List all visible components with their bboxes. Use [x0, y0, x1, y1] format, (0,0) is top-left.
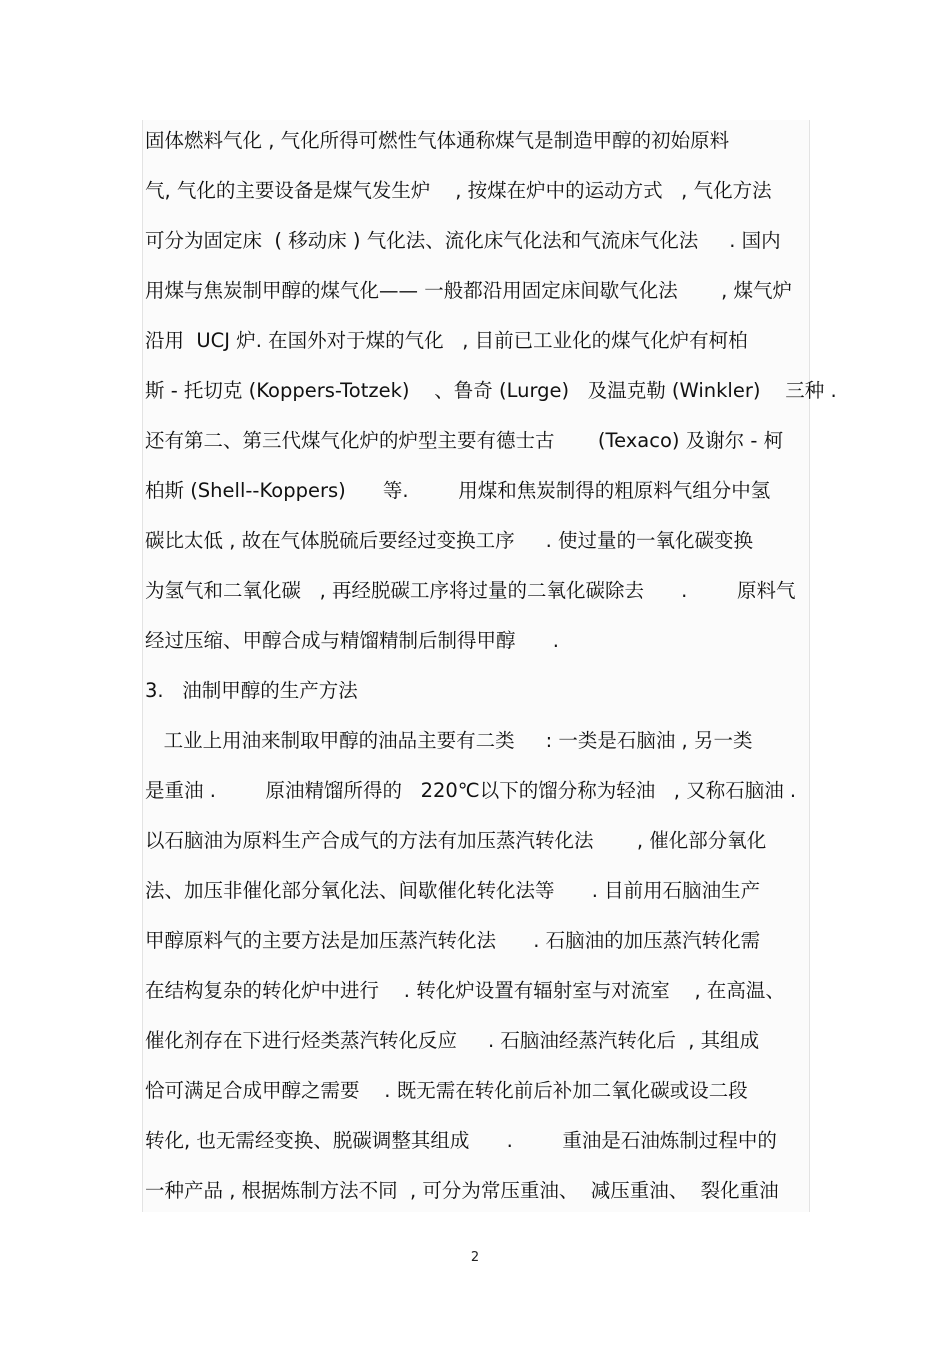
text-line: 转化, 也无需经变换、脱碳调整其组成 . 重油是石油炼制过程中的	[145, 1129, 777, 1152]
text-line: 一种产品 , 根据炼制方法不同 , 可分为常压重油、 减压重油、 裂化重油	[145, 1179, 779, 1202]
page-number: 2	[470, 1250, 480, 1265]
text-line: 恰可满足合成甲醇之需要 . 既无需在转化前后补加二氧化碳或设二段	[145, 1079, 748, 1102]
text-line: 工业上用油来制取甲醇的油品主要有二类 : 一类是石脑油 , 另一类	[145, 729, 753, 752]
text-line: 气, 气化的主要设备是煤气发生炉 , 按煤在炉中的运动方式 , 气化方法	[145, 179, 772, 202]
text-line: 固体燃料气化 , 气化所得可燃性气体通称煤气是制造甲醇的初始原料	[145, 129, 730, 152]
text-line: 法、加压非催化部分氧化法、间歇催化转化法等 . 目前用石脑油生产	[145, 879, 761, 902]
text-line: 还有第二、第三代煤气化炉的炉型主要有德士古 (Texaco) 及谢尔 - 柯	[145, 429, 784, 452]
text-line: 用煤与焦炭制甲醇的煤气化—— 一般都沿用固定床间歇气化法 , 煤气炉	[145, 279, 792, 302]
text-line: 经过压缩、甲醇合成与精馏精制后制得甲醇 .	[145, 629, 559, 652]
text-line: 甲醇原料气的主要方法是加压蒸汽转化法 . 石脑油的加压蒸汽转化需	[145, 929, 761, 952]
text-line: 柏斯 (Shell--Koppers) 等. 用煤和焦炭制得的粗原料气组分中氢	[145, 479, 771, 502]
section-heading: 3. 油制甲醇的生产方法	[145, 679, 358, 702]
document-text-block	[142, 120, 837, 1212]
text-line: 碳比太低 , 故在气体脱硫后要经过变换工序 . 使过量的一氧化碳变换	[145, 529, 753, 552]
text-line: 为氢气和二氧化碳 , 再经脱碳工序将过量的二氧化碳除去 . 原料气	[145, 579, 796, 602]
text-line: 斯 - 托切克 (Koppers-Totzek) 、鲁奇 (Lurge) 及温克勒 (Winkler) 三种 .	[145, 379, 837, 402]
text-line: 催化剂存在下进行烃类蒸汽转化反应 . 石脑油经蒸汽转化后 , 其组成	[145, 1029, 760, 1052]
text-line: 是重油 . 原油精馏所得的 220℃以下的馏分称为轻油 , 又称石脑油 .	[145, 779, 797, 802]
text-line: 以石脑油为原料生产合成气的方法有加压蒸汽转化法 , 催化部分氧化	[145, 829, 767, 852]
text-line: 在结构复杂的转化炉中进行 . 转化炉设置有辐射室与对流室 , 在高温、	[145, 979, 785, 1002]
text-line: 沿用 UCJ 炉. 在国外对于煤的气化 , 目前已工业化的煤气化炉有柯柏	[145, 329, 748, 352]
text-line: 可分为固定床 ( 移动床 ) 气化法、流化床气化法和气流床气化法 . 国内	[145, 229, 781, 252]
